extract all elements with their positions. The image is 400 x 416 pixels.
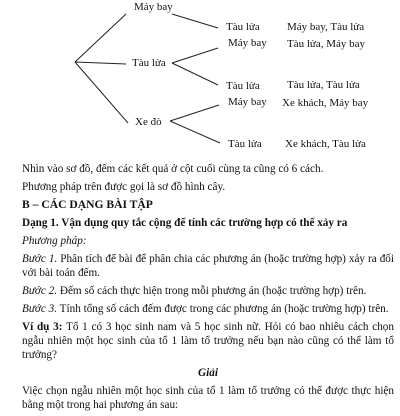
step-3 <box>22 302 394 316</box>
example-3 <box>22 320 394 362</box>
solution-text: Việc chọn ngẫu nhiên một học sinh của tổ 1 làm tổ trưởng có thể được thực hiện bằng một trong hai phương án sau: <box>22 385 394 412</box>
step-3-label: Bước 3. <box>22 303 58 316</box>
tree-node-l1-1: Tàu lửa <box>132 57 166 69</box>
solution-heading: Giải <box>198 367 218 380</box>
paragraph-count: Nhìn vào sơ đồ, đếm các kết quả ở cột cuối cùng ta cũng có 6 cách. <box>22 163 324 175</box>
step-1-text: Phân tích để bài để phân chia các phương án (hoặc trường hợp) xảy ra đối với bài toán đếm. <box>22 253 394 280</box>
edge-2-lower <box>172 63 218 85</box>
tree-result-b1-lower: Tàu lửa, Tàu lửa <box>287 79 360 91</box>
step-2 <box>22 284 394 298</box>
example-3-text: Tổ 1 có 3 học sinh nam và 5 học sinh nữ. Hỏi có bao nhiêu cách chọn ngẫu nhiên một học sinh của tổ 1 làm tổ trưởng nếu bạn nào cũng có thể làm tổ trưởng? <box>22 321 394 362</box>
document-body <box>22 162 394 416</box>
step-2-label: Bước 2. <box>22 285 58 298</box>
tree-result-b0-upper: Máy bay, Tàu lửa <box>287 21 365 33</box>
tree-node-b2-lower: Tàu lửa <box>228 138 262 150</box>
edge-3-lower <box>170 121 220 143</box>
step-1 <box>22 252 394 280</box>
edge-3-upper <box>170 105 219 121</box>
tree-node-b2-upper: Máy bay <box>228 96 267 108</box>
tree-node-l1-0: Máy bay <box>134 1 173 13</box>
edge-root-2 <box>75 62 126 64</box>
tree-result-b1-upper: Tàu lửa, Máy bay <box>287 38 366 50</box>
tree-diagram <box>0 0 400 160</box>
edge-root-3 <box>75 62 128 123</box>
tree-node-b0-upper: Tàu lửa <box>226 21 260 33</box>
tree-result-b2-upper: Xe khách, Máy bay <box>282 97 369 109</box>
edge-1-upper <box>172 14 218 28</box>
edge-2-upper <box>172 48 218 63</box>
tree-result-b2-lower: Xe khách, Tàu lửa <box>285 138 366 150</box>
example-3-label: Ví dụ 3: <box>22 321 63 334</box>
method-label: Phương pháp: <box>22 235 87 248</box>
step-1-label: Bước 1. <box>22 253 58 266</box>
tree-node-b1-upper: Máy bay <box>228 37 267 49</box>
step-3-text: Tính tổng số cách đếm được trong các phương án (hoặc trường hợp) trên. <box>57 303 389 316</box>
edge-root-1 <box>75 14 126 62</box>
type-heading: Dạng 1. Vận dụng quy tắc cộng để tính các trường hợp có thể xảy ra <box>22 217 348 230</box>
section-heading: B – CÁC DẠNG BÀI TẬP <box>22 198 153 211</box>
tree-node-b1-lower: Tàu lửa <box>226 80 260 92</box>
step-2-text: Đếm số cách thực hiện trong mỗi phương án (hoặc trường hợp) trên. <box>57 285 367 298</box>
tree-node-l1-2: Xe đò <box>135 116 162 128</box>
paragraph-method-name: Phương pháp trên được gọi là sơ đồ hình cây. <box>22 181 226 193</box>
